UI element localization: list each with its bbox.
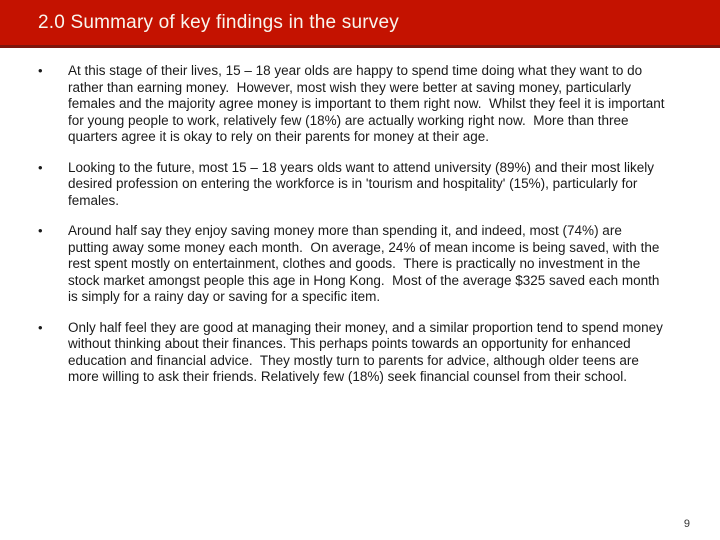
list-item: [38, 63, 669, 146]
bullet-icon: •: [38, 63, 43, 78]
bullet-icon: •: [38, 319, 43, 335]
bullet-text: Only half feel they are good at managing their money, and a similar proportion tend to spend money without thinking about their finances. This perhaps points towards an opportunity for enhanced education and financial advice. They mostly turn to parents for advice, although older teens are more willing to ask their friends. Relatively few (18%) seek financial counsel from their school.: [68, 319, 667, 384]
slide-header: [0, 0, 720, 48]
bullet-list: [38, 63, 669, 386]
bullet-icon: •: [38, 159, 43, 175]
list-item: [38, 320, 666, 386]
bullet-text: Looking to the future, most 15 – 18 years olds want to attend university (89%) and their most likely desired profession on entering the workforce is in 'tourism and hospitality' (15%), particularly for females.: [68, 159, 658, 208]
slide-title: 2.0 Summary of key findings in the survey: [38, 11, 399, 33]
page-number: 9: [683, 518, 690, 530]
list-item: [38, 223, 666, 306]
list-item: [38, 160, 666, 210]
bullet-text: At this stage of their lives, 15 – 18 year olds are happy to spend time doing what they want to do rather than earning money. However, most wish they were better at saving money, particularly females and the majority agree money is important to them right now. Whilst they feel it is important for young people to work, relatively few (18%) are actually working right now. More than three quarters agree it is okay to rely on their parents for money at their age.: [68, 63, 669, 144]
bullet-icon: •: [38, 223, 43, 238]
bullet-text: Around half say they enjoy saving money more than spending it, and indeed, most (74%) are putting away some money each month. On average, 24% of mean income is being saved, with the rest spent mostly on entertainment, clothes and goods. There is practically no investment in the stock market amongst people this age in Hong Kong. Most of the average $325 saved each month is simply for a rainy day or saving for a specific item.: [68, 223, 664, 304]
slide-content: [0, 48, 720, 386]
